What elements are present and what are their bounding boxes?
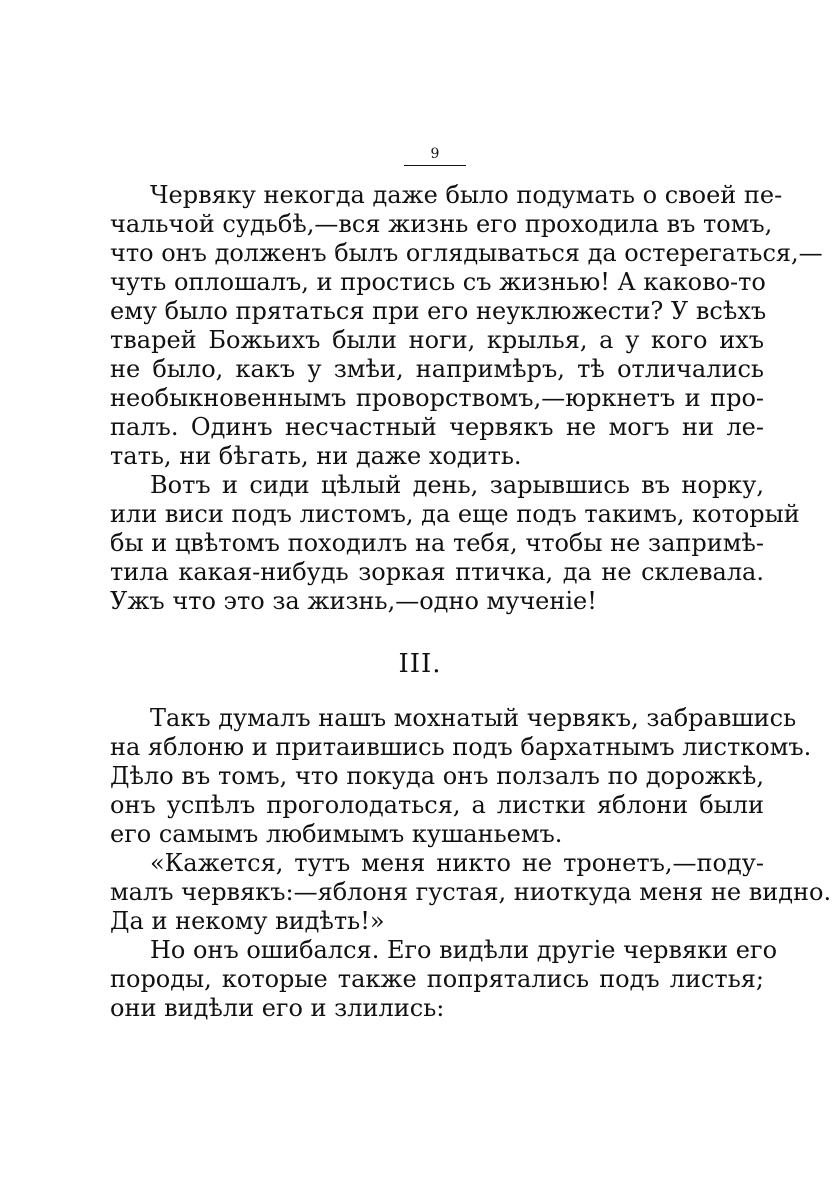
page-number: 9 — [404, 146, 466, 166]
text-line: Такъ думалъ нашъ мохнатый червякъ, забравшись — [150, 704, 797, 732]
text-line: они видѣли его и злились: — [110, 994, 445, 1022]
text-line: «Кажется, тутъ меня никто не тронетъ,—поду- — [150, 849, 764, 877]
text-line: Но онъ ошибался. Его видѣли другіе червяки его — [150, 936, 778, 964]
text-line: Вотъ и сиди цѣлый день, зарывшись въ норку, — [150, 471, 764, 499]
text-line: Червяку некогда даже было подумать о своей пе- — [150, 181, 783, 209]
text-line: чальчой судьбѣ,—вся жизнь его проходила въ томъ, — [110, 210, 773, 238]
section-heading: III. — [398, 649, 442, 679]
text-line: Да и некому видѣть!» — [110, 907, 385, 935]
text-line: онъ успѣлъ проголодаться, а листки яблони были — [110, 791, 764, 819]
text-line: ему было прятаться при его неуклюжести? У всѣхъ — [110, 297, 767, 325]
text-line: что онъ долженъ былъ оглядываться да остерегаться,— — [110, 239, 823, 267]
text-line: или виси подъ листомъ, да еще подъ такимъ, который — [110, 500, 800, 528]
text-line: чуть оплошалъ, и простись съ жизнью! А каково-то — [110, 268, 766, 296]
text-line: Дѣло въ томъ, что покуда онъ ползалъ по дорожкѣ, — [110, 762, 764, 790]
text-line: Ужъ что это за жизнь,—одно мученіе! — [110, 587, 597, 615]
text-line: не было, какъ у змѣи, напримѣръ, тѣ отличались — [110, 355, 764, 383]
text-line: его самымъ любимымъ кушаньемъ. — [110, 820, 563, 848]
text-line: тила какая-нибудь зоркая птичка, да не склевала. — [110, 558, 764, 586]
text-line: на яблоню и притаившись подъ бархатнымъ листкомъ. — [110, 733, 812, 761]
text-line: породы, которые также попрятались подъ листья; — [110, 965, 764, 993]
text-line: необыкновеннымъ проворствомъ,—юркнетъ и про- — [110, 384, 764, 412]
text-line: палъ. Одинъ несчастный червякъ не могъ ни ле- — [110, 413, 764, 441]
text-line: бы и цвѣтомъ походилъ на тебя, чтобы не запримѣ- — [110, 529, 764, 557]
text-line: малъ червякъ:—яблоня густая, ниоткуда меня не видно. — [110, 878, 832, 906]
text-line: тать, ни бѣгать, ни даже ходить. — [110, 442, 522, 470]
paragraph-block-1 — [110, 181, 823, 616]
paragraph-block-2 — [110, 704, 832, 1023]
text-line: тварей Божьихъ были ноги, крылья, а у кого ихъ — [110, 326, 764, 354]
